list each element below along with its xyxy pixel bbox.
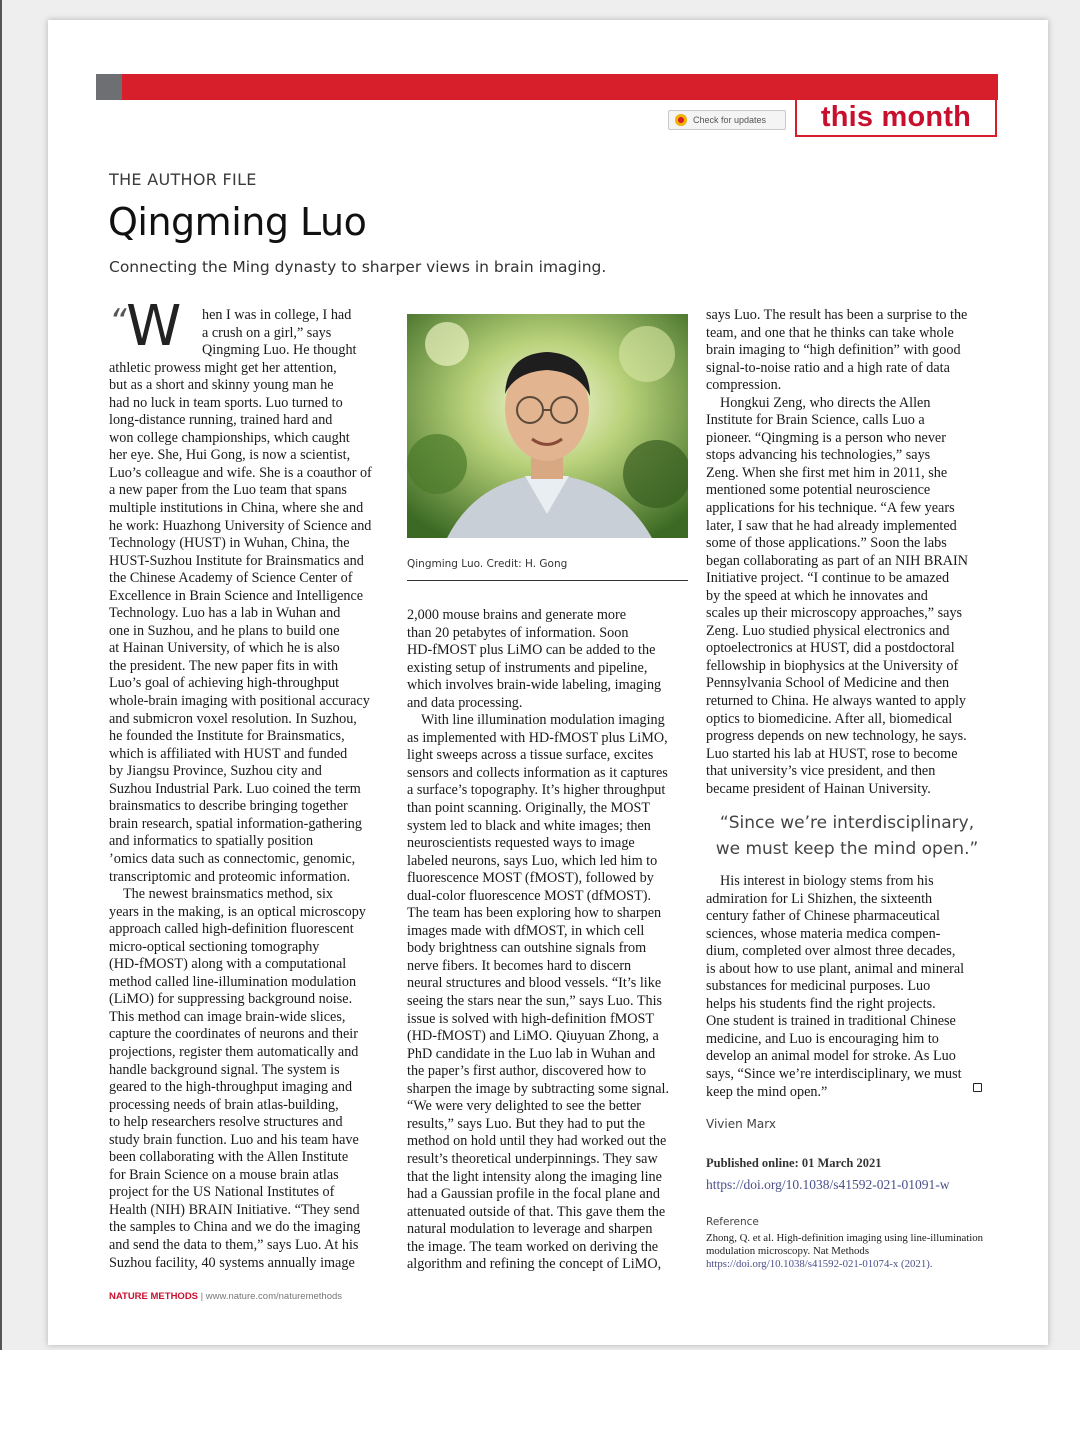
text-line: is about how to use plant, animal and mineral: [706, 960, 965, 977]
text-line: helps his students find the right projects.: [706, 995, 936, 1012]
footer-separator: |: [200, 1291, 206, 1302]
header-bar: [96, 74, 998, 100]
text-line: had a Gaussian profile in the focal plane and: [407, 1186, 660, 1203]
text-line: won college championships, which caught: [109, 429, 350, 446]
text-line: HUST-Suzhou Institute for Brainsmatics and: [109, 552, 364, 569]
text-line: Hongkui Zeng, who directs the Allen: [720, 394, 931, 411]
text-line: sciences, whose materia medica compen-: [706, 925, 941, 942]
text-line: brain imaging to “high definition” with good: [706, 342, 961, 359]
text-line: than point scanning. Originally, the MOST: [407, 800, 650, 817]
text-line: applications for his technique. “A few years: [706, 500, 955, 517]
text-line: handle background signal. The system is: [109, 1061, 340, 1078]
section-label: THE AUTHOR FILE: [109, 170, 257, 189]
text-line: Zeng. Luo studied physical electronics and: [706, 622, 950, 639]
text-line: became president of Hainan University.: [706, 780, 931, 797]
text-line: but as a short and skinny young man he: [109, 377, 334, 394]
text-line: seeing the stars near the sun,” says Luo. This: [407, 993, 663, 1010]
text-line: medicine, and Luo is encouraging him to: [706, 1030, 939, 1047]
text-line: began collaborating as part of an NIH BRAIN: [706, 552, 968, 569]
text-line: some of those applications.” Soon the labs: [706, 535, 947, 552]
text-line: says Luo. The result has been a surprise to the: [706, 307, 968, 323]
column-1: [109, 307, 389, 1272]
screen-edge: [0, 0, 2, 1441]
text-line: and informatics to spatially position: [109, 833, 314, 850]
text-line: brainsmatics to describe bringing together: [109, 798, 348, 815]
text-line: The team has been exploring how to sharpen: [407, 905, 662, 922]
text-line: fluorescence MOST (fMOST), followed by: [407, 870, 654, 887]
text-line: This method can image brain-wide slices,: [109, 1008, 346, 1025]
text-line: returned to China. He always wanted to apply: [706, 693, 967, 710]
text-line: Institute for Brain Science, calls Luo a: [706, 412, 925, 429]
column-3-bottom: [706, 873, 988, 1101]
text-line: natural modulation to leverage and sharpen: [407, 1221, 653, 1238]
text-line: The newest brainsmatics method, six: [123, 886, 334, 903]
text-line: says, “Since we’re interdisciplinary, we must: [706, 1066, 962, 1083]
text-line: stops advancing his technologies,” says: [706, 447, 931, 464]
text-line: algorithm and refining the concept of LiMO,: [407, 1256, 662, 1273]
text-line: the president. The new paper fits in with: [109, 657, 339, 674]
reference-link[interactable]: https://doi.org/10.1038/s41592-021-01074-x (2021).: [706, 1258, 933, 1270]
text-line: keep the mind open.”: [706, 1083, 828, 1100]
text-line: fellowship in biophysics at the University of: [706, 657, 959, 674]
text-line: and data processing.: [407, 694, 523, 711]
text-line: nerve fibers. It becomes hard to discern: [407, 957, 632, 974]
text-line: Excellence in Brain Science and Intelligence: [109, 587, 364, 604]
text-line: athletic prowess might get her attention,: [109, 359, 337, 376]
journal-name: NATURE METHODS: [109, 1291, 199, 1302]
text-line: that university’s vice president, and then: [706, 763, 936, 780]
text-line: (HD-fMOST) along with a computational: [109, 956, 347, 973]
drop-cap-letter: W: [126, 294, 182, 359]
text-line: which is affiliated with HUST and funded: [109, 745, 348, 762]
text-line: approach called high-definition fluorescent: [109, 921, 354, 938]
text-line: result’s theoretical underpinnings. They saw: [407, 1150, 658, 1167]
reference-entry: [706, 1232, 996, 1271]
text-line: the Chinese Academy of Science Center of: [109, 570, 353, 587]
text-line: by the speed at which he innovates and: [706, 587, 928, 604]
text-line: whole-brain imaging with positional accuracy: [109, 693, 370, 710]
text-line: team, and one that he thinks can take whole: [706, 324, 954, 341]
text-line: develop an animal model for stroke. As Luo: [706, 1048, 956, 1065]
text-line: substances for medicinal purposes. Luo: [706, 978, 931, 995]
text-line: had no luck in team sports. Luo turned to: [109, 394, 343, 411]
text-line: mentioned some potential neuroscience: [706, 482, 931, 499]
text-line: progress depends on new technology, he says.: [706, 728, 967, 745]
text-line: as implemented with HD-fMOST plus LiMO,: [407, 729, 668, 746]
text-line: he founded the Institute for Brainsmatics,: [109, 728, 345, 745]
text-line: body brightness can outshine signals from: [407, 940, 647, 957]
text-line: micro-optical sectioning tomography: [109, 938, 320, 955]
text-line: the image. The team worked on deriving the: [407, 1238, 659, 1255]
text-line: the samples to China and we do the imaging: [109, 1219, 361, 1236]
text-line: capture the coordinates of neurons and their: [109, 1026, 358, 1043]
text-line: a new paper from the Luo team that spans: [109, 482, 347, 499]
text-line: years in the making, is an optical microscopy: [109, 903, 366, 920]
published-date: Published online: 01 March 2021: [706, 1156, 882, 1170]
article-title: Qingming Luo: [108, 200, 367, 244]
article-page: [48, 20, 1048, 1345]
text-line: sensors and collects information as it captures: [407, 764, 668, 781]
text-line: he work: Huazhong University of Science and: [109, 517, 372, 534]
page-footer: [109, 1291, 342, 1302]
article-standfirst: Connecting the Ming dynasty to sharper views in brain imaging.: [109, 258, 607, 276]
text-line: Zeng. When she first met him in 2011, she: [706, 464, 948, 481]
text-line: Qingming Luo. He thought: [202, 342, 357, 359]
text-line: neuroscientists requested ways to image: [407, 835, 635, 852]
check-for-updates-label: Check for updates: [693, 115, 767, 125]
text-line: compression.: [706, 377, 782, 394]
text-line: Luo’s goal of achieving high-throughput: [109, 675, 340, 692]
text-line: One student is trained in traditional Chinese: [706, 1013, 956, 1030]
text-line: brain research, spatial information-gathering: [109, 815, 362, 832]
end-of-article-icon: [973, 1083, 982, 1092]
text-line: Pennsylvania School of Medicine and then: [706, 675, 950, 692]
text-line: method on hold until they had worked out the: [407, 1133, 667, 1150]
text-line: Health (NIH) BRAIN Initiative. “They send: [109, 1201, 360, 1218]
text-line: pioneer. “Qingming is a person who never: [706, 429, 946, 446]
text-line: Initiative project. “I continue to be amazed: [706, 570, 950, 587]
text-line: Luo’s colleague and wife. She is a coauthor of: [109, 464, 372, 481]
text-line: sharpen the image by subtracting some signal.: [407, 1080, 670, 1097]
text-line: her eye. She, Hui Gong, is now a scientist,: [109, 447, 351, 464]
crossmark-icon: [675, 114, 687, 126]
journal-url[interactable]: www.nature.com/naturemethods: [205, 1291, 343, 1302]
text-line: Luo started his lab at HUST, rose to become: [706, 745, 958, 762]
section-tag: this month: [795, 100, 997, 137]
text-line: transcriptomic and proteomic information.: [109, 868, 351, 885]
text-line: project for the US National Institutes of: [109, 1184, 335, 1201]
text-line: His interest in biology stems from his: [720, 873, 934, 889]
photo-caption: Qingming Luo. Credit: H. Gong: [407, 558, 568, 570]
text-line: one in Suzhou, and he plans to build one: [109, 622, 340, 639]
check-for-updates-button[interactable]: [668, 110, 786, 130]
text-line: Technology (HUST) in Wuhan, China, the: [109, 535, 350, 552]
text-line: admiration for Li Shizhen, the sixteenth: [706, 890, 933, 907]
text-line: signal-to-noise ratio and a high rate of data: [706, 359, 950, 376]
text-line: later, I saw that he had already implemented: [706, 517, 957, 534]
doi-link[interactable]: https://doi.org/10.1038/s41592-021-01091-w: [706, 1177, 950, 1192]
text-line: century father of Chinese pharmaceutical: [706, 908, 940, 925]
text-line: hen I was in college, I had: [202, 307, 352, 323]
viewer-bottom-margin: [0, 1350, 1080, 1441]
text-line: multiple institutions in China, where she and: [109, 500, 364, 517]
text-line: a surface’s topography. It’s higher throughput: [407, 782, 666, 799]
text-line: neural structures and blood vessels. “It’s like: [407, 975, 662, 992]
text-line: the paper’s first author, discovered how to: [407, 1063, 647, 1080]
text-line: HD-fMOST plus LiMO can be added to the: [407, 642, 656, 659]
byline: Vivien Marx: [706, 1117, 776, 1131]
text-line: PhD candidate in the Luo lab in Wuhan and: [407, 1045, 656, 1062]
text-line: by Jiangsu Province, Suzhou city and: [109, 763, 322, 780]
text-line: ’omics data such as connectomic, genomic,: [109, 850, 356, 867]
text-line: long-distance running, trained hard and: [109, 412, 333, 429]
text-line: Technology. Luo has a lab in Wuhan and: [109, 605, 341, 622]
text-line: to help researchers resolve structures and: [109, 1114, 343, 1131]
column-3-top: [706, 307, 988, 798]
text-line: which involves brain-wide labeling, imaging: [407, 677, 662, 694]
text-line: optics to biomedicine. After all, biomedical: [706, 710, 953, 727]
text-line: “We were very delighted to see the better: [407, 1098, 642, 1115]
text-line: dium, completed over almost three decades,: [706, 943, 956, 960]
pull-quote: “Since we’re interdisciplinary, we must keep the mind open.”: [715, 813, 979, 859]
reference-heading: Reference: [706, 1216, 759, 1228]
text-line: and submicron voxel resolution. In Suzhou,: [109, 710, 357, 727]
column-2: [407, 607, 689, 1274]
text-line: (LiMO) for suppressing background noise.: [109, 991, 353, 1008]
text-line: Suzhou Industrial Park. Luo coined the term: [109, 780, 361, 797]
portrait-image: [407, 314, 688, 538]
text-line: attenuated outside of that. This gave them the: [407, 1203, 666, 1220]
text-line: projections, register them automatically and: [109, 1043, 359, 1060]
author-photo: [407, 314, 688, 538]
text-line: scales up their microscopy approaches,” says: [706, 605, 963, 622]
text-line: labeled neurons, says Luo, which led him to: [407, 852, 658, 869]
text-line: Suzhou facility, 40 systems annually image: [109, 1254, 355, 1271]
text-line: study brain function. Luo and his team have: [109, 1131, 359, 1148]
text-line: method called line-illumination modulation: [109, 973, 357, 990]
text-line: existing setup of instruments and pipeline,: [407, 659, 648, 676]
text-line: light sweeps across a tissue surface, excites: [407, 747, 654, 764]
text-line: and send the data to them,” says Luo. At his: [109, 1236, 359, 1253]
text-line: images made with dfMOST, in which cell: [407, 922, 645, 939]
text-line: processing needs of brain atlas-building,: [109, 1096, 339, 1113]
caption-divider: [407, 580, 688, 581]
text-line: at Hainan University, of which he is also: [109, 640, 340, 657]
open-quote-mark: “: [109, 302, 127, 342]
text-line: dual-color fluorescence MOST (dfMOST).: [407, 887, 652, 904]
text-line: issue is solved with high-definition fMOST: [407, 1010, 655, 1027]
reference-citation: Zhong, Q. et al. High-definition imaging using line-illumination modulation microscopy. Nat Methods: [706, 1232, 984, 1257]
text-line: that the light intensity along the imaging line: [407, 1168, 662, 1185]
text-line: a crush on a girl,” says: [202, 324, 332, 341]
text-line: geared to the high-throughput imaging and: [109, 1079, 353, 1096]
text-line: With line illumination modulation imaging: [421, 712, 665, 729]
text-line: optoelectronics at HUST, did a postdoctoral: [706, 640, 955, 657]
text-line: than 20 petabytes of information. Soon: [407, 624, 629, 641]
header-bar-block: [96, 74, 122, 100]
text-line: results,” says Luo. But they had to put the: [407, 1115, 646, 1132]
text-line: (HD-fMOST) and LiMO. Qiuyuan Zhong, a: [407, 1028, 659, 1045]
text-line: for Brain Science on a mouse brain atlas: [109, 1166, 339, 1183]
text-line: been collaborating with the Allen Institute: [109, 1149, 349, 1166]
text-line: system led to black and white images; then: [407, 817, 651, 834]
text-line: 2,000 mouse brains and generate more: [407, 607, 627, 623]
